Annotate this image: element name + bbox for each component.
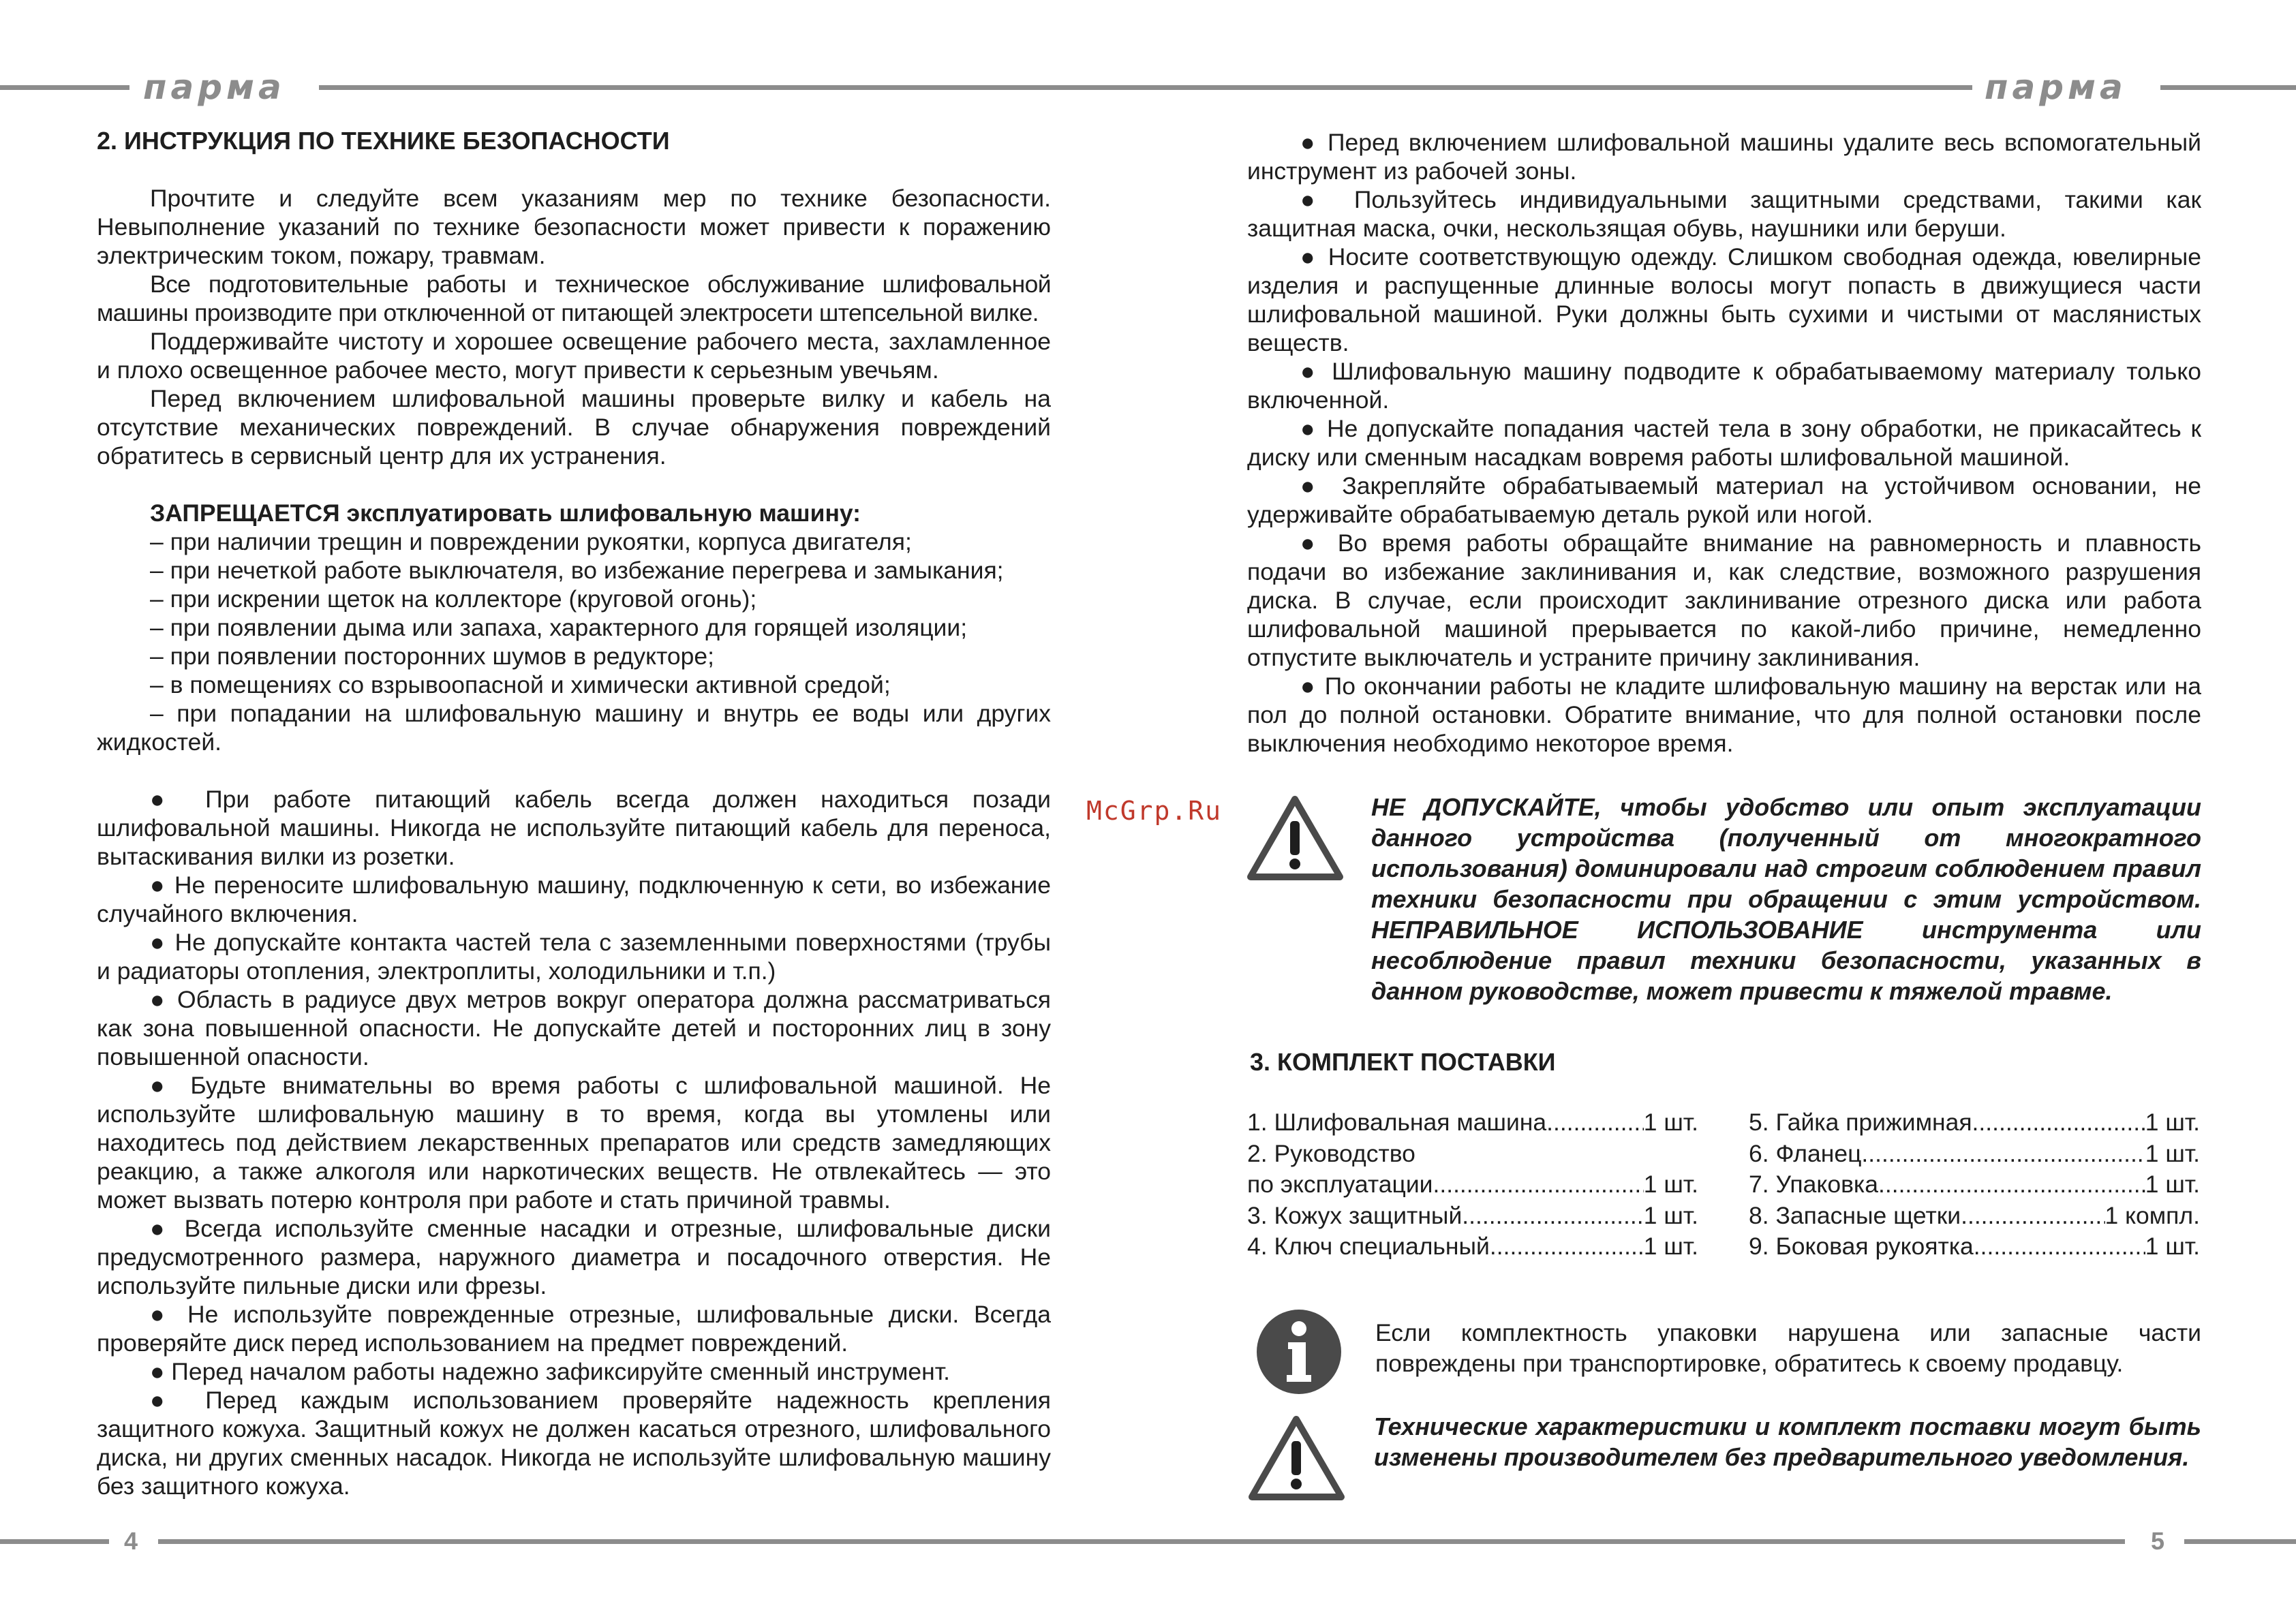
prohibit-item: – при попадании на шлифовальную машину и внутрь ее воды или других жидкостей. (97, 700, 1051, 756)
left-column (97, 127, 1051, 1500)
safety-bullet: ● Область в радиусе двух метров вокруг оператора должна рассматриваться как зона повышенной опасности. Не допускайте детей и посторонних лиц в зону повышенной опасности. (97, 986, 1051, 1070)
right-column (1247, 128, 2201, 758)
kit-item: 3. Кожух защитный ..... 1 шт. (1247, 1201, 1698, 1232)
safety-bullet: ● Перед включением шлифовальной машины удалите весь вспомогательный инструмент из рабочей зоны. (1247, 129, 2201, 185)
prohibit-item: – при появлении дыма или запаха, характерного для горящей изоляции; (150, 614, 968, 641)
page-number-right: 5 (2151, 1527, 2165, 1555)
safety-bullet: ● Пользуйтесь индивидуальными защитными средствами, такими как защитная маска, очки, нескользящая обувь, наушники или беруши. (1247, 186, 2201, 242)
safety-bullet: ● Носите соответствующую одежду. Слишком свободная одежда, ювелирные изделия и распущенные длинные волосы могут попасть в движущиеся части шлифовальной машиной. Руки должны быть сухими и чистыми от маслянистых веществ. (1247, 243, 2201, 356)
kit-item: 6. Фланец ..... 1 шт. (1749, 1139, 2200, 1170)
prohibit-item: – при нечеткой работе выключателя, во избежание перегрева и замыкания; (150, 557, 1004, 584)
safety-bullet: ● Перед началом работы надежно зафиксируйте сменный инструмент. (150, 1358, 950, 1385)
safety-bullet: ● По окончании работы не кладите шлифовальную машину на верстак или на пол до полной остановки. Обратите внимание, что для полной остановки после выключения необходимо некоторое время. (1247, 673, 2201, 757)
safety-bullet: ● Всегда используйте сменные насадки и отрезные, шлифовальные диски предусмотренного размера, наружного диаметра и посадочного отверстия. Не используйте пильные диски или фрезы. (97, 1215, 1051, 1299)
kit-item: 5. Гайка прижимная ..... 1 шт. (1749, 1107, 2200, 1139)
brand-logo-left: парма (143, 67, 286, 107)
kit-list-right (1749, 1107, 2200, 1263)
safety-bullet: ● Во время работы обращайте внимание на равномерность и плавность подачи во избежание заклинивания и, как следствие, возможного разрушения диска. В случае, если происходит заклинивание отрезного диска или работа шлифовальной машиной прерывается по какой-либо причине, немедленно отпустите выключатель и устраните причину заклинивания. (1247, 529, 2201, 671)
page-number-left: 4 (124, 1527, 138, 1555)
info-note: Если комплектность упаковки нарушена или запасные части повреждены при транспортировке, обратитесь к своему продавцу. (1375, 1319, 2201, 1377)
kit-item: 2. Руководство (1247, 1139, 1415, 1167)
prohibit-item: – в помещениях со взрывоопасной и химически активной средой; (150, 671, 891, 698)
safety-bullet: ● Шлифовальную машину подводите к обрабатываемому материалу только включенной. (1247, 358, 2201, 414)
safety-bullet: ● Будьте внимательны во время работы с шлифовальной машиной. Не используйте шлифовальную машину в то время, когда вы утомлены или находитесь под действием лекарственных препаратов или средств замедляющих реакцию, а также алкоголя или наркотических веществ. Не отвлекайтесь — это может вызвать потерю контроля при работе и стать причиной травмы. (97, 1072, 1051, 1214)
kit-list-left (1247, 1107, 1698, 1263)
kit-item: 4. Ключ специальный ..... 1 шт. (1247, 1231, 1698, 1263)
prohibit-heading: ЗАПРЕЩАЕТСЯ эксплуатировать шлифовальную машину: (150, 499, 861, 527)
kit-item: 9. Боковая рукоятка ..... 1 шт. (1749, 1231, 2200, 1263)
intro-paragraph: Поддерживайте чистоту и хорошее освещение рабочего места, захламленное и плохо освещенное рабочее место, могут привести к серьезным увечьям. (97, 328, 1051, 384)
prohibit-item: – при наличии трещин и повреждении рукоятки, корпуса двигателя; (150, 528, 912, 555)
watermark: McGrp.Ru (1086, 796, 1223, 826)
footer-rule-middle (158, 1539, 2125, 1544)
safety-bullet: ● Не допускайте контакта частей тела с заземленными поверхностями (трубы и радиаторы отопления, электроплиты, холодильники и т.п.) (97, 929, 1051, 985)
header-rule-right (2160, 85, 2296, 90)
header-rule-left-1 (0, 85, 129, 90)
header-rule-left-2 (319, 85, 1972, 90)
kit-item: по эксплуатации ..... 1 шт. (1247, 1169, 1698, 1201)
footer-rule-right (2184, 1539, 2296, 1544)
footer-rule-left (0, 1539, 109, 1544)
intro-paragraph: Прочтите и следуйте всем указаниям мер по технике безопасности. Невыполнение указаний по технике безопасности может привести к поражению электрическим током, пожару, травмам. (97, 185, 1051, 269)
warning-triangle-icon (1247, 1414, 1346, 1502)
safety-bullet: ● Не используйте поврежденные отрезные, шлифовальные диски. Всегда проверяйте диск перед использованием на предмет повреждений. (97, 1301, 1051, 1357)
safety-bullet: ● Не переносите шлифовальную машину, подключенную к сети, во избежание случайного включения. (97, 871, 1051, 927)
kit-item: 1. Шлифовальная машина ..... 1 шт. (1247, 1107, 1698, 1139)
section-title-safety: 2. ИНСТРУКЦИЯ ПО ТЕХНИКЕ БЕЗОПАСНОСТИ (97, 127, 670, 155)
intro-paragraph: Все подготовительные работы и техническое обслуживание шлифовальной машины производите при отключенной от питающей электросети штепсельной вилке. (97, 270, 1051, 326)
prohibit-item: – при искрении щеток на коллекторе (круговой огонь); (150, 585, 757, 613)
kit-item: 8. Запасные щетки ..... 1 компл. (1749, 1201, 2200, 1232)
brand-logo-right: парма (1985, 67, 2127, 107)
warning-no-complacency: НЕ ДОПУСКАЙТЕ, чтобы удобство или опыт эксплуатации данного устройства (полученный от многократного использования) доминировали над строгим соблюдением правил техники безопасности при обращении с этим устройством. НЕПРАВИЛЬНОЕ ИСПОЛЬЗОВАНИЕ инструмента или несоблюдение правил техники безопасности, указанных в данном руководстве, может привести к тяжелой травме. (1371, 793, 2201, 1005)
warning-spec-change: Технические характеристики и комплект поставки могут быть изменены производителем без предварительного уведомления. (1374, 1412, 2201, 1471)
safety-bullet: ● Закрепляйте обрабатываемый материал на устойчивом основании, не удерживайте обрабатываемую деталь рукой или ногой. (1247, 472, 2201, 528)
info-icon (1255, 1308, 1343, 1395)
warning-triangle-icon (1246, 794, 1345, 882)
prohibit-item: – при появлении посторонних шумов в редукторе; (150, 643, 715, 670)
intro-paragraph: Перед включением шлифовальной машины проверьте вилку и кабель на отсутствие механических повреждений. В случае обнаружения повреждений обратитесь в сервисный центр для их устранения. (97, 385, 1051, 469)
kit-item: 7. Упаковка ..... 1 шт. (1749, 1169, 2200, 1201)
safety-bullet: ● При работе питающий кабель всегда должен находиться позади шлифовальной машины. Никогда не используйте питающий кабель для переноса, вытаскивания вилки из розетки. (97, 786, 1051, 870)
safety-bullet: ● Не допускайте попадания частей тела в зону обработки, не прикасайтесь к диску или сменным насадкам вовремя работы шлифовальной машиной. (1247, 415, 2201, 471)
safety-bullet: ● Перед каждым использованием проверяйте надежность крепления защитного кожуха. Защитный кожух не должен касаться отрезного, шлифовального диска, ни других сменных насадок. Никогда не используйте шлифовальную машину без защитного кожуха. (97, 1387, 1051, 1500)
section-title-kit: 3. КОМПЛЕКТ ПОСТАВКИ (1250, 1048, 1556, 1076)
